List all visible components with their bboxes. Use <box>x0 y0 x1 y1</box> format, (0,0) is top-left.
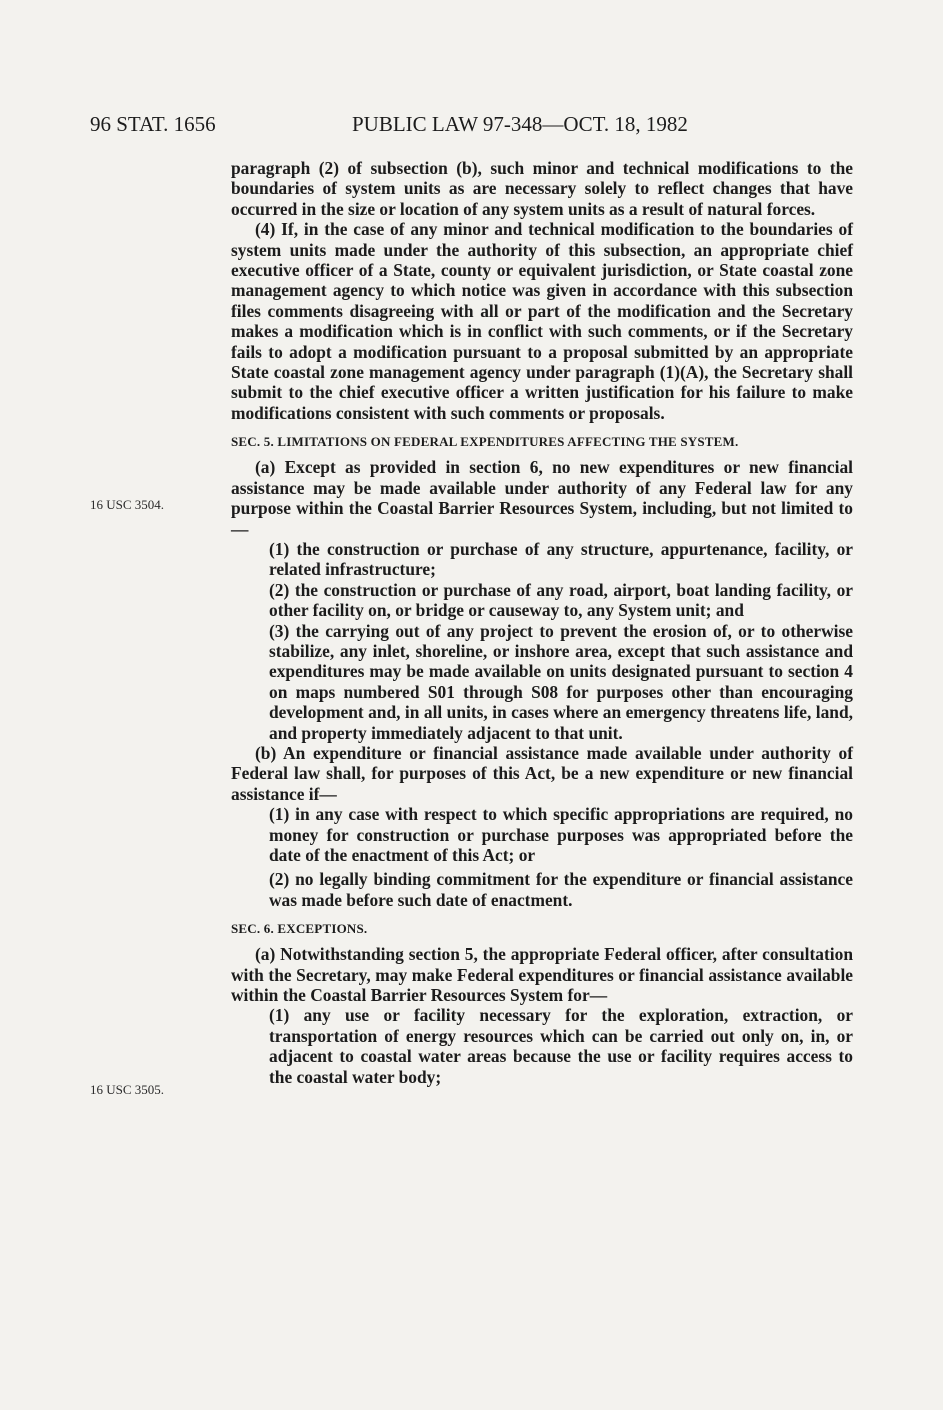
body-text <box>231 158 853 1087</box>
section-5-a-2: (2) the construction or purchase of any road, airport, boat landing facility, or other facility on, or bridge or causeway to, any System unit; and <box>269 579 853 621</box>
section-5-b: (b) An expenditure or financial assistance made available under authority of Federal law shall, for purposes of this Act, be a new expenditure or new financial assistance if— <box>231 742 853 804</box>
section-6-heading: SEC. 6. EXCEPTIONS. <box>231 921 368 937</box>
section-5-a: (a) Except as provided in section 6, no new expenditures or new financial assistance may be made available under authority of any Federal law for any purpose within the Coastal Barrier Resources System, including, but not limited to— <box>231 457 853 539</box>
paragraph-continued: paragraph (2) of subsection (b), such minor and technical modifications to the boundaries of system units as are necessary solely to reflect changes that have occurred in the size or location of any system units as a result of natural forces. <box>231 158 853 219</box>
section-6-a: (a) Notwithstanding section 5, the appropriate Federal officer, after consultation with the Secretary, may make Federal expenditures or financial assistance available within the Coastal Barrier Resources System for— <box>231 944 853 1006</box>
section-5-b-2: (2) no legally binding commitment for the expenditure or financial assistance was made before such date of enactment. <box>269 869 853 910</box>
section-6-a-1: (1) any use or facility necessary for the exploration, extraction, or transportation of energy resources which can be carried out only on, in, or adjacent to coastal water areas because the use or facility requires access to the coastal water body; <box>269 1005 853 1087</box>
margin-note-sec6: 16 USC 3505. <box>90 1082 165 1097</box>
margin-note-sec5: 16 USC 3504. <box>90 497 165 512</box>
running-header <box>90 112 850 142</box>
public-law-title: PUBLIC LAW 97-348—OCT. 18, 1982 <box>352 112 688 136</box>
section-5-a-3: (3) the carrying out of any project to prevent the erosion of, or to otherwise stabilize, any inlet, shoreline, or inshore area, except that such assistance and expenditures may be made available on units designated pursuant to section 4 on maps numbered S01 through S08 for purposes other than encouraging development and, in all units, in cases where an emergency threatens life, land, and property immediately adjacent to that unit. <box>269 620 853 743</box>
stat-page-number: 96 STAT. 1656 <box>90 112 216 136</box>
paragraph-4: (4) If, in the case of any minor and technical modification to the boundaries of system units made under the authority of this subsection, an appropriate chief executive officer of a State, county or equivalent jurisdiction, or State coastal zone management agency to which notice was given in accordance with this subsection files comments disagreeing with all or part of the modification and the Secretary makes a modification which is in conflict with such comments, or if the Secretary fails to adopt a modification pursuant to a proposal submitted by an appropriate State coastal zone management agency under paragraph (1)(A), the Secretary shall submit to the chief executive officer a written justification for his failure to make modifications consistent with such comments or proposals. <box>231 219 853 423</box>
section-5-b-1: (1) in any case with respect to which specific appropriations are required, no money for construction or purchase purposes was appropriated before the date of the enactment of this Act; or <box>269 804 853 865</box>
section-5-a-1: (1) the construction or purchase of any structure, appurtenance, facility, or related infrastructure; <box>269 538 853 580</box>
section-5-heading: SEC. 5. LIMITATIONS ON FEDERAL EXPENDITURES AFFECTING THE SYSTEM. <box>231 434 739 450</box>
